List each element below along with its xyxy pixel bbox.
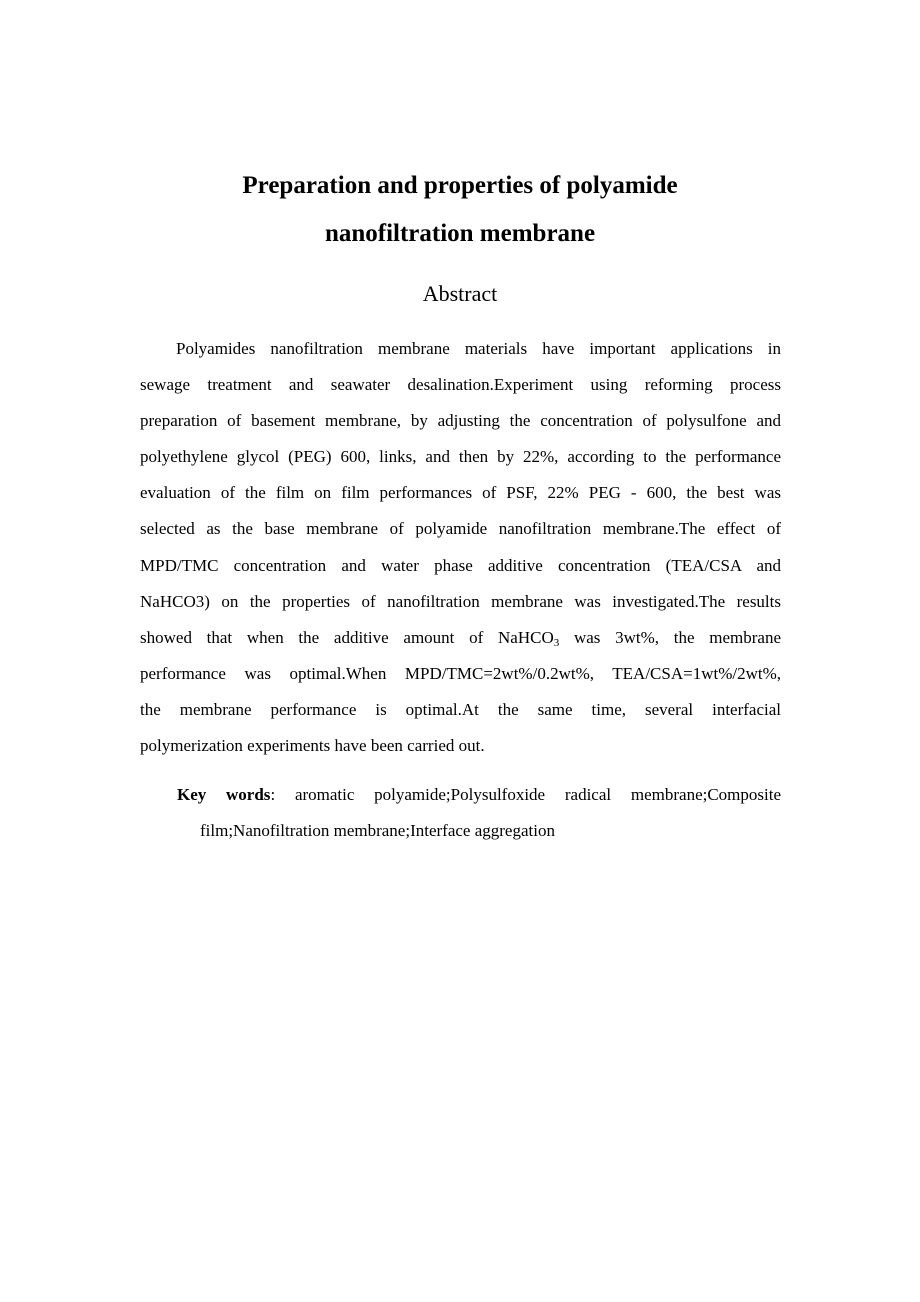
title-line-1: Preparation and properties of polyamide [242,172,678,199]
abstract-line: NaHCO3) on the properties of nanofiltration membrane was investigated.The results [140,591,781,611]
abstract-line: MPD/TMC concentration and water phase additive concentration (TEA/CSA and [140,555,781,575]
keywords-line-2: film;Nanofiltration membrane;Interface aggregation [200,821,555,840]
abstract-line: the membrane performance is optimal.At the same time, several interfacial [140,699,781,719]
abstract-line-with-subscript [140,620,781,656]
keywords-line-1 [177,777,781,813]
abstract-line: polyethylene glycol (PEG) 600, links, and then by 22%, according to the performance [140,447,781,467]
abstract-line: selected as the base membrane of polyamide nanofiltration membrane.The effect of [140,519,781,539]
abstract-line: sewage treatment and seawater desalination.Experiment using reforming process [140,375,781,395]
keywords-label: Key words [177,785,271,804]
keywords-text: aromatic polyamide;Polysulfoxide radical membrane;Composite [294,785,782,804]
subscript: 3 [553,636,560,649]
abstract-line-part: showed that when the additive amount of NaHCO [140,627,554,647]
keywords [177,777,781,849]
abstract-line: performance was optimal.When MPD/TMC=2wt%/0.2wt%, TEA/CSA=1wt%/2wt%, [140,663,781,683]
abstract-heading: Abstract [422,281,498,306]
abstract-line-part: was 3wt%, the membrane [559,627,781,647]
abstract-line: preparation of basement membrane, by adjusting the concentration of polysulfone and [140,411,781,431]
abstract-line: polymerization experiments have been carried out. [140,736,485,756]
abstract-line: evaluation of the film on film performances of PSF, 22% PEG - 600, the best was [140,483,781,503]
abstract-body [140,331,781,764]
title-line-2: nanofiltration membrane [324,220,596,247]
abstract-line: Polyamides nanofiltration membrane materials have important applications in [176,339,781,358]
keywords-separator: : [270,785,295,804]
